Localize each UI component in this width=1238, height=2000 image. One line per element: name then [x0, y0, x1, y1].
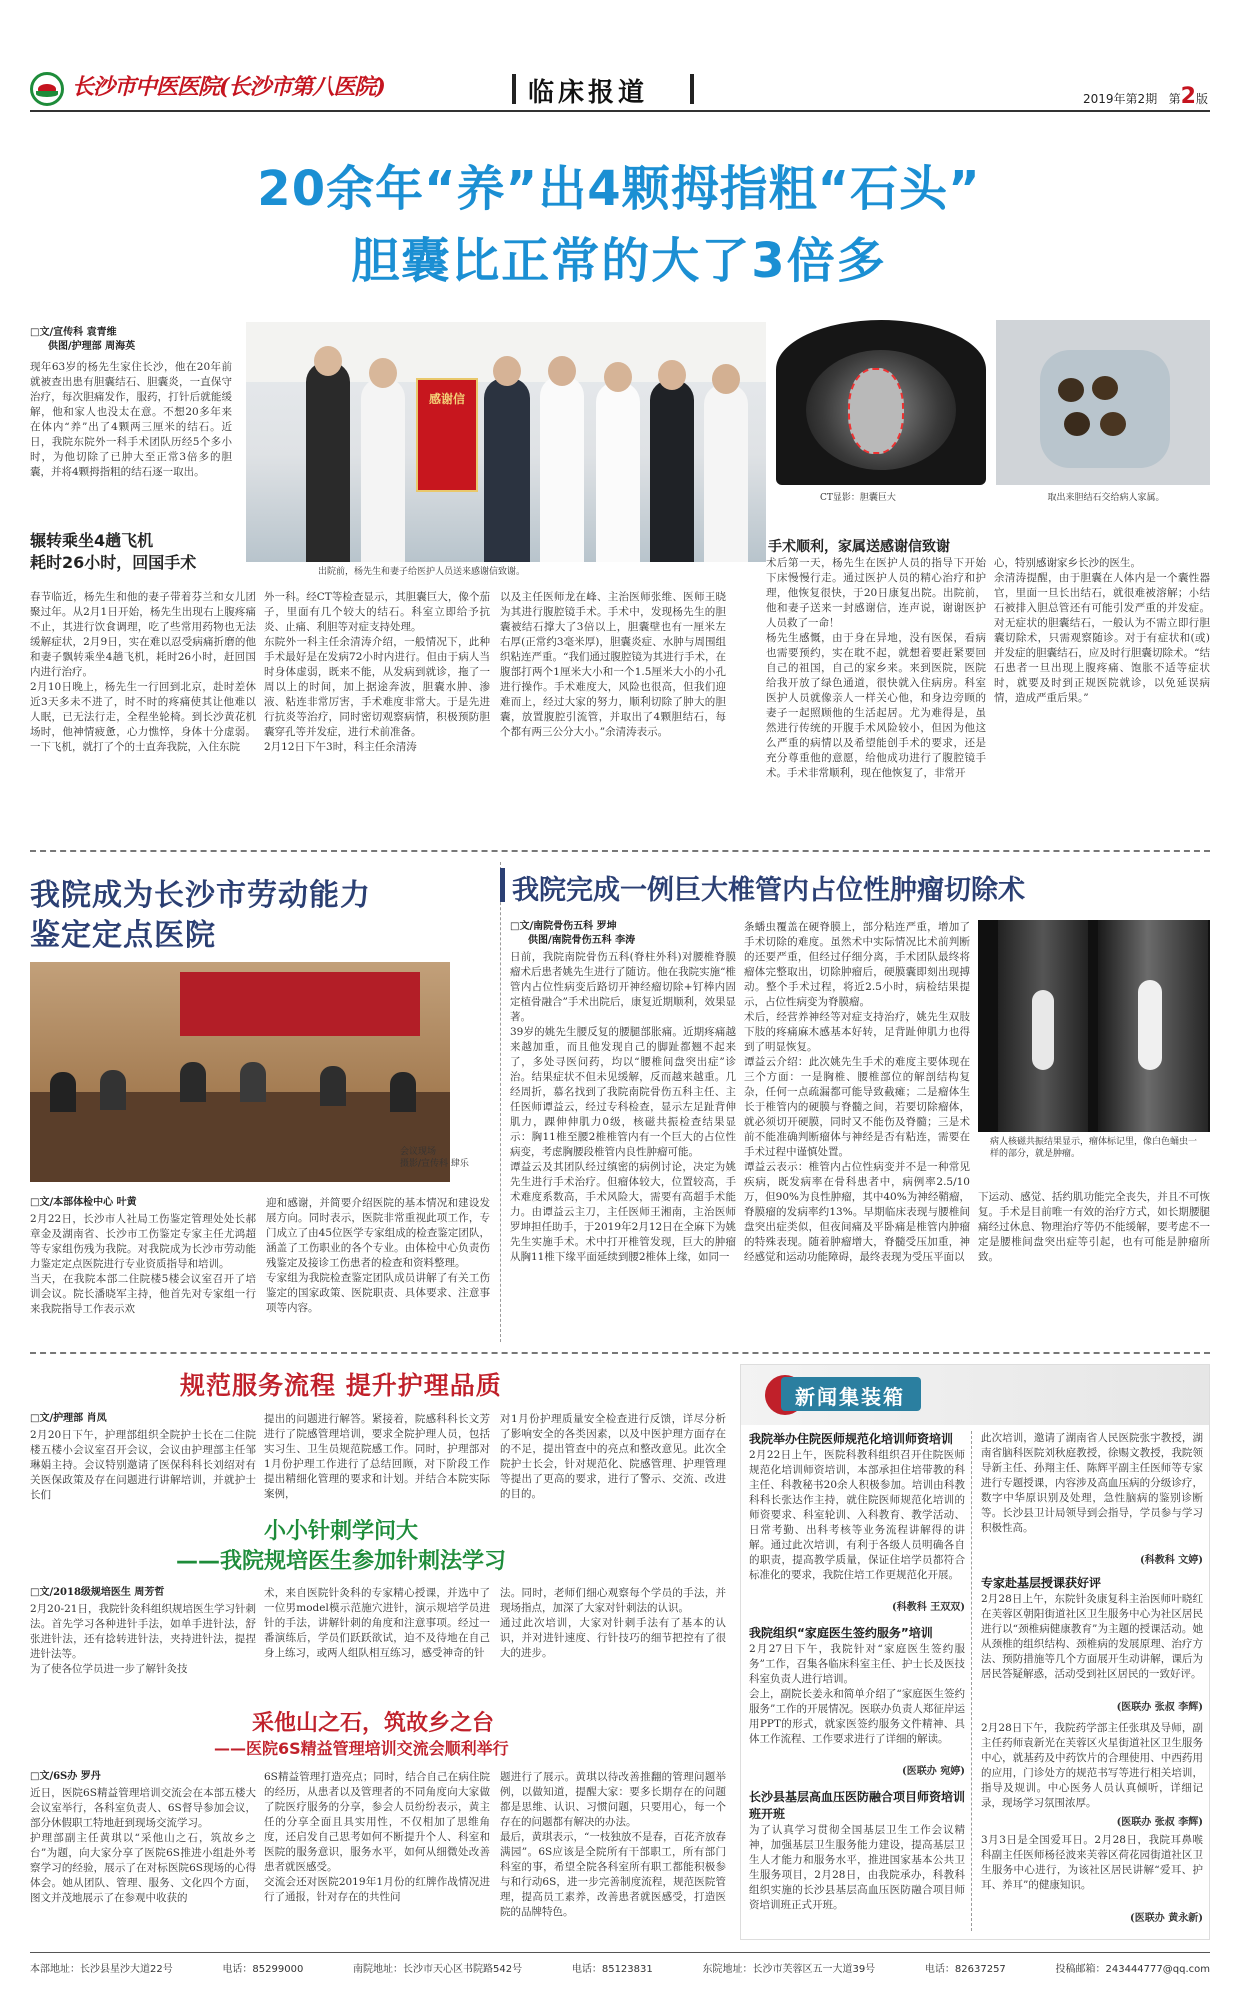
story6-col1: 近日，医院6S精益管理培训交流会在本部五楼大会议室举行，各科室负责人、6S督导参加会议，部分休假职工特地赶到现场交流学习。 护理部副主任黄琪以“采他山之石，筑故乡之台”为题，向大家分享了医院6S推进小组赴外考察学习的经验，展示了在对标医院6S现场的心得体会。她从团队、管理、服务、文化四个方面，图文并茂地展示了在参观中收获的 — [30, 1787, 256, 1904]
footer-east-phone: 电话：82637257 — [924, 1964, 1006, 1975]
news-item-author: (医联办 张叔 李辉) — [1116, 1702, 1203, 1713]
news-item-author: (科教科 文婷) — [1140, 1555, 1203, 1566]
story6-title-line2: ——医院6S精益管理培训交流会顺利举行 — [214, 1739, 509, 1758]
story5-col1: 2月20-21日，我院针灸科组织规培医生学习针刺法。首先学习各种进针手法，如单手进针法，舒张进针法，还有捻转进针法，夹持进针法，提捏进针法等。 为了使各位学员进一步了解针灸技 — [30, 1603, 256, 1675]
hospital-name: 长沙市中医医院(长沙市第八医院) — [72, 74, 385, 100]
story2-title-line1: 我院成为长沙市劳动能力 — [30, 878, 371, 913]
story1-byline-photo: 供图/护理部 周海英 — [48, 341, 136, 352]
story4-byline: □文/护理部 肖凤 — [30, 1413, 107, 1424]
news-item-body: 此次培训，邀请了湖南省人民医院张宇教授，湖南省脑科医院刘秋庭教授，徐赐文教授，我院领导新主任、孙翔主任、陈辉平副主任医师等专家进行专题授课，内容涉及高血压病的分级诊疗，数字中华原识别及处理，急性脑病的鉴别诊断等。长沙县卫计局领导到会指导，学员参与学习积极性高。 — [981, 1432, 1203, 1534]
story4-col2: 提出的问题进行解答。紧接着，院感科科长文芳进行了院感管理培训，要求全院护理人员，包括实习生、卫生员规范院感工作。同时，护理部对1月份护理工作进行了总结回顾，对下阶段工作提出精细化管理的要求和计划。并结合本院实际案例， — [264, 1413, 490, 1500]
story5-title-line1: 小小针刺学问大 — [264, 1519, 419, 1544]
news-item-author: (医联办 宛婷) — [902, 1766, 965, 1777]
page-header — [0, 0, 1238, 112]
header-rule — [30, 110, 1210, 112]
news-item-6 — [981, 1721, 1203, 1828]
news-item-1 — [749, 1431, 965, 1613]
news-item-author: (科教科 王双双) — [892, 1602, 965, 1613]
story1-col2: 外一科。经CT等检查显示，其胆囊巨大，像个茄子，里面有几个较大的结石。科室立即给予抗炎、止痛、利胆等对症支持处理。 东院外一科主任余清涛介绍，一般情况下，此种手术最好是在发病72小时内进行。但由于病人当时身体虚弱，既来不能，从发病到就诊，拖了一周以上的时间，加上据途奔波，胆囊水肿、渗液、粘连非常厉害，手术难度非常大。于是先进行抗炎等治疗，同时密切观察病情，积极预防胆囊穿孔等并发症，进行术前准备。 2月12日下午3时，科主任余清涛 — [264, 591, 490, 753]
story1-col3: 以及主任医师龙在峰、主治医师张维、医师王晓为其进行腹腔镜手术。手术中，发现杨先生的胆囊被结石撑大了3倍以上，胆囊壁也有一厘米左右厚(正常约3毫米厚)，胆囊炎症、水肿与周围组织粘连严重。“我们通过腹腔镜为其进行手术，在腹部打两个1厘米大小和一个1.5厘米大小的小孔进行操作。手术难度大，风险也很高，但我们迎难而上，经过大家的努力，顺利切除了肿大的胆囊，放置腹腔引流管，并取出了4颗胆结石，每个都有两三公分大小。”余清涛表示。 — [500, 591, 726, 738]
news-item-7 — [981, 1833, 1203, 1924]
news-item-5 — [981, 1575, 1203, 1713]
news-item-body: 2月27日下午，我院针对“家庭医生签约服务”工作，召集各临床科室主任、护士长及医技科室负责人进行培训。 会上，副院长姜永和简单介绍了“家庭医生签约服务”工作的开展情况。医联办负责人郑征岸运用PPT的形式，就家医签约服务文件精神、具体工作流程、工作要求进行了详细的解读。 — [749, 1643, 965, 1745]
story4-title: 规范服务流程 提升护理品质 — [180, 1371, 502, 1400]
news-item-author: (医联办 黄永新) — [1130, 1913, 1203, 1924]
story6-byline: □文/6S办 罗丹 — [30, 1771, 101, 1782]
story2-col1: 2月22日，长沙市人社局工伤鉴定管理处处长郝章金及湖南省、长沙市工伤鉴定专家主任尤鸿超等专家组伤残为我院。对我院成为长沙市劳动能力鉴定定点医院进行专业资质指导和培训。 当天，在我院本部二住院楼5楼会议室召开了培训会议。院长潘晓军主持，他首先对专家组一行来我院指导工作表示欢 — [30, 1213, 256, 1315]
news-item-body: 2月22日上午，医院科教科组织召开住院医师规范化培训师资培训，本部承担住培带教的科主任、科教秘书20余人积极参加。培训由科教科科长张达作主持，就住院医师规范化培训的师资要求、科室轮训、入科教育、教学活动、日常考勤、出科考核等业务流程讲解得的讲解。通过此次培训，有利于各级人员明确各自的职责，提高教学质量，保证住培学员都符合标准化的要求，我院住培工作更规范化开展。 — [749, 1449, 965, 1581]
mri-scan-image — [978, 920, 1210, 1132]
footer-east-address: 东院地址：长沙市芙蓉区五一大道39号 — [702, 1964, 876, 1975]
story2-col2: 迎和感谢，并简要介绍医院的基本情况和建设发展方向。同时表示，医院非常重视此项工作，专门成立了由45位医学专家组成的检查鉴定团队，涵盖了工伤职业的各个专业。由体检中心负责伤残鉴定及接诊工伤患者的检查和资料整理。 专家组为我院检查鉴定团队成员讲解了有关工伤鉴定的国家政策、医院职责、具体要求、注意事项等内容。 — [266, 1197, 490, 1314]
story3-title: 我院完成一例巨大椎管内占位性肿瘤切除术 — [512, 875, 1025, 906]
story2-title-line2: 鉴定定点医院 — [30, 918, 216, 953]
news-box — [740, 1364, 1210, 1940]
story2-photo-caption-credit: 摄影/宣传科 肆乐 — [400, 1159, 469, 1169]
section-title: 临床报道 — [528, 78, 649, 108]
story3-col3: 下运动、感觉、括约肌功能完全丧失，并且不可恢复。手术是目前唯一有效的治疗方式，如长期腰腿痛经过休息、物理治疗等仍不能缓解，要考虑不一定是腰椎间盘突出症等引起，也有可能是肿瘤所致。 — [978, 1191, 1210, 1263]
footer-south-address: 南院地址：长沙市天心区书院路542号 — [353, 1964, 523, 1975]
news-item-title: 长沙县基层高血压医防融合项目师资培训班开班 — [749, 1790, 966, 1821]
story4-col3: 对1月份护理质量安全检查进行反馈，详尽分析了影响安全的各类因素，以及中医护理方面存在的不足，提出管查中的亮点和整改意见。此次全院护士长会，针对规范化、院感管理、护理管理等提出了更高的要求，进行了警示、交流、改进的目的。 — [500, 1413, 726, 1500]
ct-scan-caption: CT显影：胆囊巨大 — [820, 493, 896, 503]
news-header-banner — [741, 1365, 1209, 1425]
page-suffix: 版 — [1195, 92, 1208, 106]
story5-col2: 术，来自医院针灸科的专家精心授课，并选中了一位男model模示范施穴进针，演示规培学员进针的手法，讲解针刺的角度和注意事项。经过一番演练后，学员们跃跃欲试，迫不及待地在自己身上练习，或两人组队相互练习，感受神奇的针 — [264, 1587, 490, 1659]
story1-col4: 术后第一天，杨先生在医护人员的指导下开始下床慢慢行走。通过医护人员的精心治疗和护理，他恢复很快，于20日康复出院。出院前，他和妻子送来一封感谢信，连声说，谢谢医护人员救了一命！ 杨先生感慨，由于身在异地，没有医保，看病也需要预约，实在耽不起，就想着要赶紧要回自己的祖国，自己的家乡来。来到医院，医院给我开放了绿色通道，很快就入住病房。科室医护人员就像亲人一样关心他，和身边旁顾的妻子一起照顾他的生活起居。尤为难得是，虽然进行传统的开腹手术风险较小，但因为他这么严重的病情以及希望能创手术的要求，还是充分尊重他的意愿，给他成功进行了腹腔镜手术。手术非常顺利，现在他恢复了，非常开 — [766, 557, 986, 779]
story5-byline: □文/2018级规培医生 周芳哲 — [30, 1587, 165, 1598]
thank-you-banner-text: 感谢信 — [428, 392, 465, 406]
news-col-divider — [971, 1431, 972, 1931]
story2-meeting-photo — [30, 962, 450, 1182]
news-item-body: 2月28日上午，东院针灸康复科主治医师叶晓红在芙蓉区朝阳街道社区卫生服务中心为社区居民进行以“颈椎病健康教育”为主题的授课活动。她从颈椎的组织结构、颈椎病的发展原理、治疗方法、预防措施等几个方面展开生动讲解，课后为居民答疑解惑，活动受到社区居民的一致好评。 — [981, 1593, 1203, 1680]
story3-title-bar — [500, 868, 505, 902]
story2-photo-caption-line1: 会议现场 — [400, 1147, 437, 1157]
news-item-body: 3月3日是全国爱耳日。2月28日，我院耳鼻喉科副主任医师杨径波来芙蓉区荷花园街道社区卫生服务中心进行，为该社区居民讲解“爱耳、护耳、养耳”的健康知识。 — [981, 1834, 1203, 1891]
story1-lead: 现年63岁的杨先生家住长沙，他在20年前就被查出患有胆囊结石、胆囊炎，一直保守治疗，每次胆痛发作，服药，打针后就能缓解，他和家人也没太在意。不想20多年来在体内“养”出了4颗两三厘米的结石。近日，我院东院外一科手术团队历经5个多小时，为他切除了已肿大至正常3倍多的胆囊，并将4颗拇指粗的结石逐一取出。 — [30, 361, 232, 478]
footer-rule — [30, 1952, 1210, 1953]
story3-byline-author: □文/南院骨伤五科 罗坤 — [510, 921, 617, 932]
news-item-2 — [749, 1625, 965, 1777]
story1-photo-caption: 出院前，杨先生和妻子给医护人员送来感谢信致谢。 — [318, 567, 526, 577]
story1-title-line2: 胆囊比正常的大了3倍多 — [351, 233, 887, 289]
page-footer — [30, 1960, 1210, 1975]
mri-caption: 病人核磁共振结果显示，瘤体标记里，像白色蛹虫一样的部分，就是肿瘤。 — [990, 1137, 1198, 1159]
thank-you-banner — [416, 378, 478, 492]
news-item-3 — [749, 1789, 965, 1929]
story-separator — [500, 862, 501, 1342]
section-marker-right — [690, 74, 694, 104]
hospital-logo-icon — [30, 72, 64, 106]
issue-number: 2019年第2期 — [1083, 92, 1158, 106]
story1-title-line1: 20余年“养”出4颗拇指粗“石头” — [257, 161, 981, 217]
story2-byline: □文/本部体检中心 叶黄 — [30, 1197, 137, 1208]
story6-title-line1: 采他山之石，筑故乡之台 — [252, 1711, 495, 1736]
news-item-title: 我院举办住院医师规范化培训师资培训 — [749, 1432, 954, 1446]
footer-main-phone: 电话：85299000 — [222, 1964, 304, 1975]
news-item-4 — [981, 1431, 1203, 1566]
news-item-title: 专家赴基层授课获好评 — [981, 1576, 1102, 1590]
story1-subhead2: 手术顺利，家属送感谢信致谢 — [768, 539, 950, 555]
page-prefix: 第 — [1168, 92, 1181, 106]
news-item-title: 我院组织“家庭医生签约服务”培训 — [749, 1626, 933, 1640]
issue-info — [1083, 84, 1208, 109]
news-item-body: 为了认真学习贯彻全国基层卫生工作会议精神，加强基层卫生服务能力建设，提高基层卫生人才能力和服务水平，推进国家基本公共卫生服务项目，2月28日，由我院承办，科教科组织实施的长沙县基层高血压医防融合项目师资培训班正式开班。 — [749, 1824, 965, 1911]
footer-email: 投稿邮箱：243444777@qq.com — [1055, 1964, 1210, 1975]
story3-col2: 条蟠虫覆盖在硬脊膜上，部分粘连严重，增加了手术切除的难度。虽然术中实际情况比术前判断的还要严重，但经过仔细分离，手术团队最终将瘤体完整取出，切除肿瘤后，硬膜囊即刻出现搏动。整个手术过程，将近2.5小时，病检结果提示，占位性病变为脊膜瘤。 术后，经营养神经等对症支持治疗，姚先生双肢下肢的疼痛麻木感基本好转，足背趾伸肌力也得到了明显恢复。 谭益云介绍：此次姚先生手术的难度主要体现在三个方面：一是胸椎、腰椎部位的解剖结构复杂，任何一点疏漏都可能导致截瘫；二是瘤体生长于椎管内的硬膜与脊髓之间，若要切除瘤体，就必须切开硬膜，同时又不能伤及脊髓；三是术前不能准确判断瘤体与神经是否有粘连，需要在手术过程中谨慎处置。 谭益云表示：椎管内占位性病变并不是一种常见疾病，既发病率在骨科患者中，病例率2.5/10万，但90%为良性肿瘤，其中40%为神经鞘瘤，脊膜瘤的发病率约13%。早期临床表现与腰椎间盘突出症类似，但夜间痛及平卧痛是椎管内肿瘤的特殊表现。随着肿瘤增大，脊髓受压加重，神经感觉和运动功能障碍，最终表现为受压平面以 — [744, 921, 970, 1263]
news-item-author: (医联办 张叔 李辉) — [1116, 1817, 1203, 1828]
story6-col2: 6S精益管理打造亮点；同时，结合自己在病住院的经历，从患者以及管理者的不同角度向大家做了院医疗服务的分享，参会人员纷纷表示，黄主任的分享全面且具实用性，不仅相加了思维角度，还启发自己思考如何不断提升个人、科室和医院的服务意识，服务水平，如何从细微处改善患者就医感受。 交流会还对医院2019年1月份的红牌作战情况进行了通报，针对存在的共性问 — [264, 1771, 490, 1903]
page-number: 2 — [1180, 84, 1196, 109]
footer-south-phone: 电话：85123831 — [571, 1964, 653, 1975]
story2-photo-caption — [400, 1146, 436, 1158]
story6-col3: 题进行了展示。黄琪以待改善推翻的管理问题举例，以做知道，提醒大家：要多长期存在的问题都是思维、认识、习惯问题，只要用心，每一个存在的问题都有解决的办法。 最后，黄琪表示，“一枝独放不是春，百花齐放春满园”。6S应该是全院所有干部职工，所有部门科室的事，希望全院各科室所有职工都能积极参与和行动6S，进一步完善制度流程，规范医院管理，提高员工素养，改善患者就医感受，打造医院的品牌特色。 — [500, 1771, 726, 1918]
gallstones-image — [996, 320, 1210, 485]
story1-subhead — [30, 530, 240, 574]
section-divider — [30, 850, 1210, 852]
story5-title-line2: ——我院规培医生参加针刺法学习 — [176, 1549, 507, 1574]
story3-col1: 日前，我院南院骨伤五科(脊柱外科)对腰椎脊膜瘤术后患者姚先生进行了随访。他在我院实施“椎管内占位性病变后路切开神经瘤切除+钉棒内固定植骨融合”手术出院后，康复近期顺利，效果显著。 39岁的姚先生腰反复的腰腿部胀痛。近期疼痛越来越加重，而且他发现自己的脚趾都翘不起来了，多处寻医问药，均以“腰椎间盘突出症”诊治。结果症状不但未见缓解，反而越来越重。几经周折，慕名找到了我院南院骨伤五科主任、主任医师谭益云，经过专科检查，显示左足趾背伸肌力，踝伸伸肌力0级，核磁共振检查结果显示：胸11椎至腰2椎椎管内有一个巨大的占位性病变，考虑胸腰段椎管内良性肿瘤可能。 谭益云及其团队经过缜密的病例讨论，决定为姚先生进行手术治疗。但瘤体较大，位置较高，手术难度系数高，手术风险大，需要有高超手术能力。由谭益云主刀，主任医师王湘南，主治医师罗坤担任助手，于2019年2月12日在全麻下为姚先生实施手术。术中打开椎管发现，巨大的肿瘤从胸11椎下缘平面延续到腰2椎体上缘，如同一 — [510, 951, 736, 1263]
news-item-body: 2月28日下午，我院药学部主任张琪及导师，副主任药师袁新光在芙蓉区火星街道社区卫生服务中心，就基药及中药饮片的合理使用、中西药用的应用，门诊处方的规范书写等进行相关培训，指导及规训。中心医务人员认真倾听，详细记录，现场学习氛围浓厚。 — [981, 1722, 1203, 1809]
story1-byline-author: □文/宣传科 袁青维 — [30, 327, 117, 338]
news-header-title: 新闻集装箱 — [795, 1385, 905, 1409]
gallstones-caption: 取出来胆结石交给病人家属。 — [1047, 493, 1165, 503]
story3-byline-photo: 供图/南院骨伤五科 李涛 — [528, 935, 636, 946]
story1-photo-group — [246, 322, 766, 562]
story1-subhead-text: 辗转乘坐4趟飞机 耗时26小时，回国手术 — [30, 531, 197, 572]
story4-col1: 2月20日下午，护理部组织全院护士长在二住院楼五楼小会议室召开会议，会议由护理部主任邹琳娟主持。会议特别邀请了医保科科长刘绍对有关医保政策及存在问题进行讲解培训，并就护士长们 — [30, 1429, 256, 1501]
ct-scan-image — [776, 320, 986, 485]
footer-main-address: 本部地址：长沙县星沙大道22号 — [30, 1964, 173, 1975]
story5-col3: 法。同时，老师们细心观察每个学员的手法，并现场指点，加深了大家对针刺法的认识。 通过此次培训，大家对针刺手法有了基本的认识，并对进针速度、行针技巧的细节把控有了很大的进步。 — [500, 1587, 726, 1659]
section-marker — [512, 74, 516, 104]
story1-col1: 春节临近，杨先生和他的妻子带着芬兰和女儿团聚过年。从2月1日开始，杨先生出现右上腹疼痛不止，其进行饮食调理，吃了些常用药物也无法缓解症状，2月9日，实在难以忍受病痛折磨的他和妻子飘转乘坐4趟飞机，耗时26小时，赶回国内进行治疗。 2月10日晚上，杨先生一行回到北京，赴时差休近3天多未不进了，时不时的疼痛使其让他难以人眠，已无法行走，全程坐轮椅。到长沙黄花机场时，他神情疲惫，心力憔悴，身体十分虚弱。一下飞机，就打了个的士直奔我院，入住东院 — [30, 591, 256, 753]
section-divider-2 — [30, 1352, 1210, 1354]
story1-col5: 心，特别感谢家乡长沙的医生。 余清涛提醒，由于胆囊在人体内是一个囊性器官，里面一旦长出结石，就很难被溶解；小结石被排入胆总管还有可能引发严重的并发症。对无症状的胆囊结石，一般认为不需立即行胆囊切除术，只需观察随诊。对于有症状和(或)并发症的胆囊结石，应及时行胆囊切除术。“结石患者一旦出现上腹疼痛、饱胀不适等症状时，就要及时到正规医院就诊，以免延误病情，造成严重后果。” — [994, 557, 1210, 704]
